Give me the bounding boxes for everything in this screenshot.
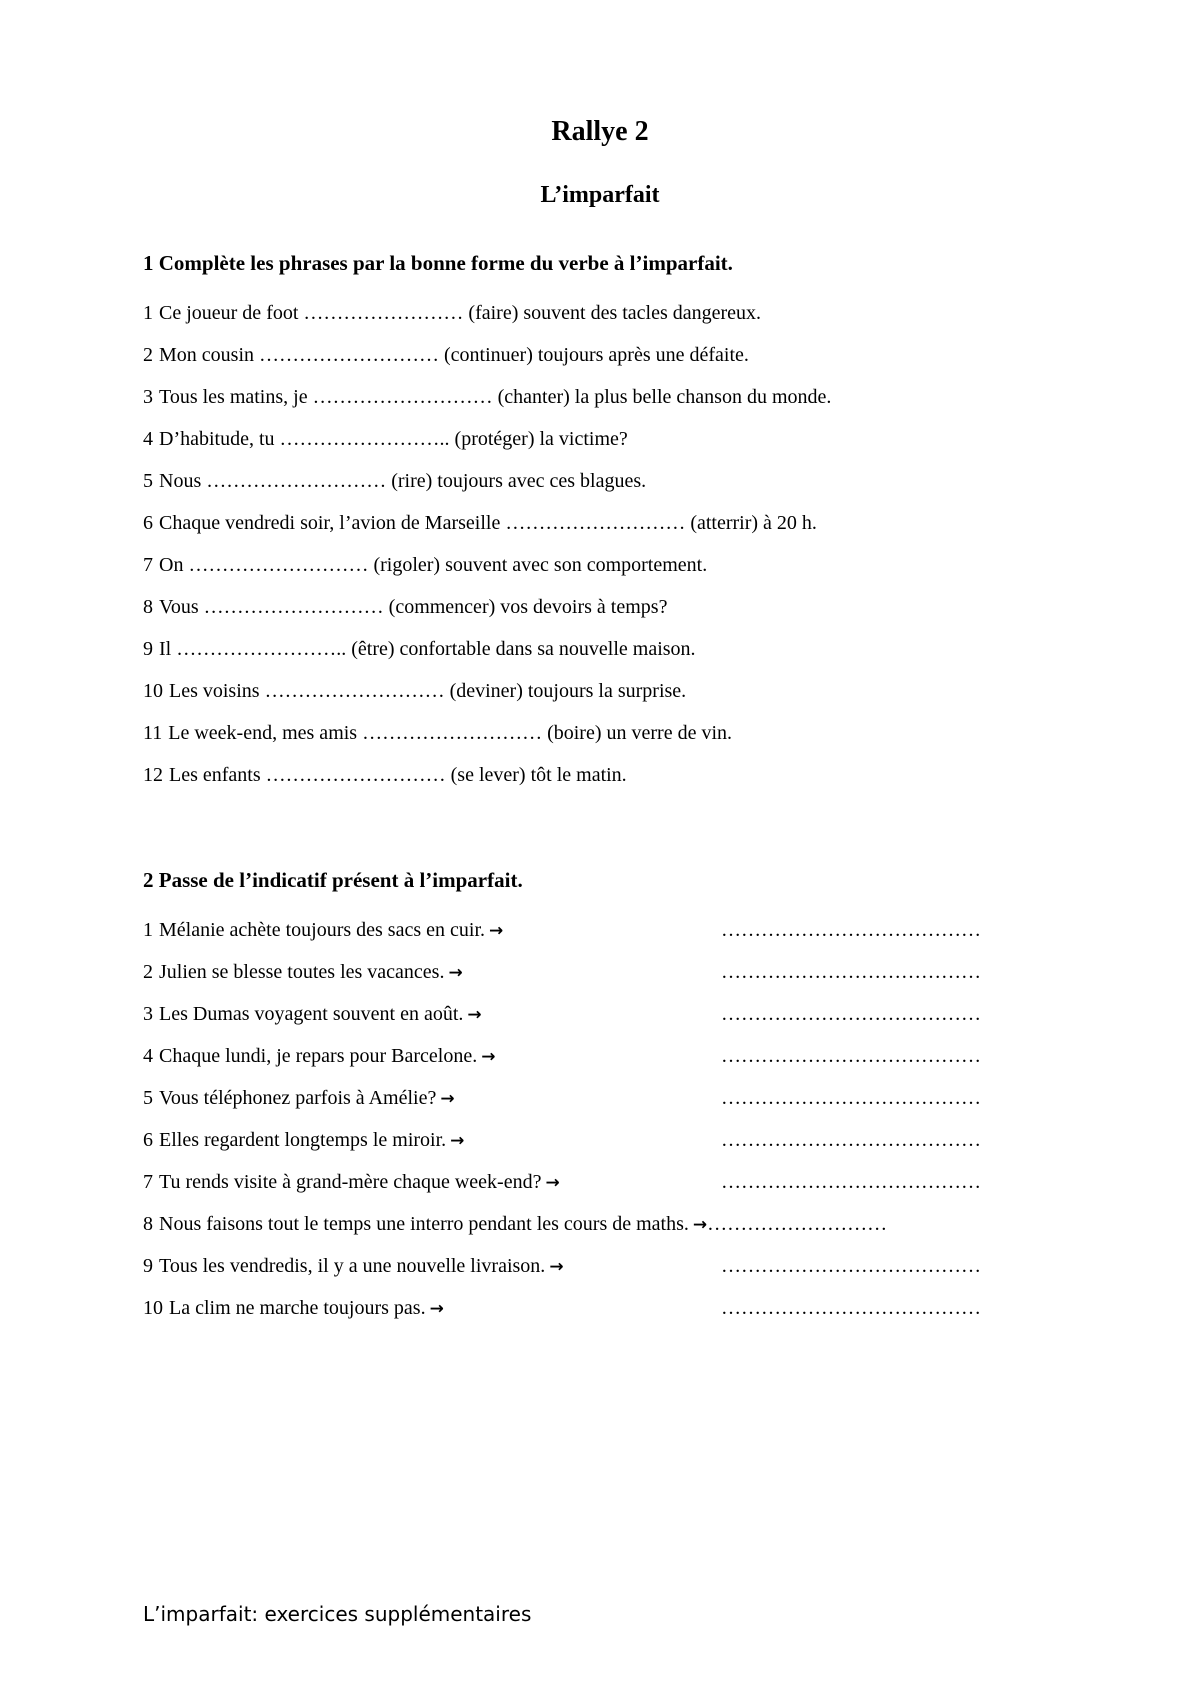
list-item [143, 909, 1103, 951]
item-number: 12 [143, 764, 163, 786]
item-sentence: Elles regardent longtemps le miroir. [159, 1129, 447, 1151]
page-subtitle: L’imparfait [540, 182, 660, 208]
item-sentence: Mélanie achète toujours des sacs en cuir. [159, 919, 485, 941]
item-number: 8 [143, 1213, 153, 1235]
item-number: 10 [143, 680, 163, 702]
item-number: 3 [143, 1003, 153, 1025]
exercise-1-instruction [143, 248, 1103, 278]
item-text-after: (rire) toujours avec ces blagues. [391, 470, 647, 492]
item-text-after: (boire) un verre de vin. [547, 722, 733, 744]
answer-blank[interactable]: ………………………………… [721, 1045, 981, 1067]
arrow-right-icon: → [450, 1131, 465, 1151]
item-sentence: Julien se blesse toutes les vacances. [159, 961, 445, 983]
item-text-before: D’habitude, tu [159, 428, 275, 450]
item-sentence: Vous téléphonez parfois à Amélie? [159, 1087, 437, 1109]
list-item [143, 1287, 1103, 1329]
item-number: 6 [143, 512, 153, 534]
list-item [143, 1035, 1103, 1077]
item-text-after: (deviner) toujours la surprise. [449, 680, 687, 702]
arrow-right-icon: → [549, 1257, 564, 1277]
answer-blank[interactable]: …………………….. [279, 428, 450, 450]
list-item [143, 460, 1103, 502]
answer-blank[interactable]: ……………………… [265, 764, 446, 786]
item-text-before: Nous [159, 470, 202, 492]
item-sentence: Tu rends visite à grand-mère chaque week-end? [159, 1171, 542, 1193]
list-item [143, 1245, 1103, 1287]
list-item [143, 334, 1103, 376]
exercise-2-instruction-text: Passe de l’indicatif présent à l’imparfait. [158, 868, 523, 892]
arrow-right-icon: → [467, 1005, 482, 1025]
item-number: 9 [143, 638, 153, 660]
item-number: 8 [143, 596, 153, 618]
item-text-before: Tous les matins, je [159, 386, 308, 408]
exercise-2-number: 2 [143, 868, 154, 892]
answer-blank[interactable]: ……………………… [362, 722, 543, 744]
answer-blank[interactable]: ………………………………… [721, 1171, 981, 1193]
item-sentence: Tous les vendredis, il y a une nouvelle livraison. [159, 1255, 546, 1277]
item-sentence: La clim ne marche toujours pas. [169, 1297, 426, 1319]
list-item [143, 670, 1103, 712]
arrow-right-icon: → [692, 1215, 708, 1235]
item-number: 4 [143, 428, 153, 450]
answer-blank[interactable]: ……………………… [312, 386, 493, 408]
item-number: 10 [143, 1297, 163, 1319]
page-title: Rallye 2 [551, 116, 649, 147]
item-number: 1 [143, 919, 153, 941]
list-item [143, 292, 1103, 334]
item-number: 5 [143, 470, 153, 492]
item-number: 2 [143, 961, 153, 983]
exercise-1-number: 1 [143, 251, 154, 275]
item-sentence: Les Dumas voyagent souvent en août. [159, 1003, 464, 1025]
item-text-before: Le week-end, mes amis [168, 722, 358, 744]
item-text-after: (chanter) la plus belle chanson du monde. [497, 386, 832, 408]
arrow-right-icon: → [545, 1173, 560, 1193]
exercise-1-instruction-text: Complète les phrases par la bonne forme du verbe à l’imparfait. [158, 251, 733, 275]
item-text-before: Mon cousin [159, 344, 254, 366]
item-text-before: Ce joueur de foot [159, 302, 299, 324]
exercise-2 [143, 865, 1103, 1329]
item-number: 1 [143, 302, 153, 324]
item-text-after: (rigoler) souvent avec son comportement. [373, 554, 708, 576]
item-number: 9 [143, 1255, 153, 1277]
exercise-2-instruction [143, 865, 1103, 895]
list-item [143, 544, 1103, 586]
item-text-before: Les enfants [169, 764, 261, 786]
answer-blank[interactable]: ……………………… [206, 470, 387, 492]
item-text-before: On [159, 554, 184, 576]
item-text-after: (protéger) la victime? [454, 428, 628, 450]
list-item [143, 628, 1103, 670]
answer-blank[interactable]: ……………………… [188, 554, 369, 576]
answer-blank[interactable]: ………………………………… [721, 919, 981, 941]
answer-blank[interactable]: …………………… [303, 302, 464, 324]
item-text-after: (continuer) toujours après une défaite. [444, 344, 749, 366]
answer-blank[interactable]: ………………………………… [721, 1003, 981, 1025]
answer-blank[interactable]: ……………………… [707, 1213, 888, 1235]
exercise-2-list [143, 909, 1103, 1329]
item-number: 2 [143, 344, 153, 366]
item-sentence: Nous faisons tout le temps une interro pendant les cours de maths. [159, 1213, 689, 1235]
arrow-right-icon: → [489, 921, 504, 941]
item-text-before: Chaque vendredi soir, l’avion de Marseille [159, 512, 501, 534]
answer-blank[interactable]: ………………………………… [721, 1297, 981, 1319]
answer-blank[interactable]: ……………………… [259, 344, 439, 366]
item-text-after: (être) confortable dans sa nouvelle maison. [351, 638, 696, 660]
item-text-before: Vous [159, 596, 199, 618]
item-text-before: Les voisins [169, 680, 260, 702]
exercise-1 [143, 248, 1103, 796]
item-number: 7 [143, 1171, 153, 1193]
list-item [143, 1161, 1103, 1203]
list-item [143, 586, 1103, 628]
answer-blank[interactable]: ………………………………… [721, 1129, 981, 1151]
list-item [143, 1119, 1103, 1161]
arrow-right-icon: → [448, 963, 463, 983]
answer-blank[interactable]: ……………………… [505, 512, 686, 534]
item-number: 5 [143, 1087, 153, 1109]
list-item [143, 712, 1103, 754]
item-text-after: (se lever) tôt le matin. [450, 764, 627, 786]
arrow-right-icon: → [440, 1089, 455, 1109]
answer-blank[interactable]: ………………………………… [721, 961, 981, 983]
item-text-after: (commencer) vos devoirs à temps? [388, 596, 668, 618]
item-number: 6 [143, 1129, 153, 1151]
answer-blank[interactable]: ………………………………… [721, 1087, 981, 1109]
answer-blank[interactable]: ………………………………… [721, 1255, 981, 1277]
item-number: 3 [143, 386, 153, 408]
item-text-after: (faire) souvent des tacles dangereux. [468, 302, 762, 324]
arrow-right-icon: → [429, 1299, 444, 1319]
list-item [143, 376, 1103, 418]
arrow-right-icon: → [481, 1047, 496, 1067]
list-item [143, 418, 1103, 460]
answer-blank[interactable]: ……………………… [264, 680, 445, 702]
answer-blank[interactable]: ……………………… [203, 596, 384, 618]
list-item [143, 993, 1103, 1035]
item-number: 11 [143, 722, 163, 744]
exercise-1-list [143, 292, 1103, 796]
answer-blank[interactable]: …………………….. [176, 638, 347, 660]
item-text-after: (atterrir) à 20 h. [690, 512, 817, 534]
list-item [143, 754, 1103, 796]
page-footer: L’imparfait: exercices supplémentaires [143, 1602, 532, 1626]
item-number: 7 [143, 554, 153, 576]
list-item [143, 1203, 1103, 1245]
item-sentence: Chaque lundi, je repars pour Barcelone. [159, 1045, 478, 1067]
item-text-before: Il [159, 638, 172, 660]
item-number: 4 [143, 1045, 153, 1067]
list-item [143, 1077, 1103, 1119]
list-item [143, 502, 1103, 544]
list-item [143, 951, 1103, 993]
